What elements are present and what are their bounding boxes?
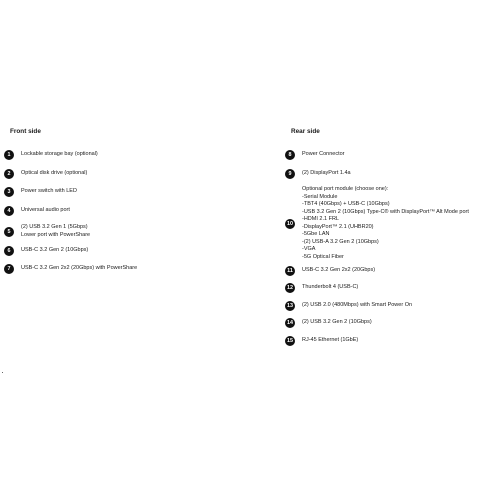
port-description xyxy=(302,337,358,345)
port-description-line: Optional port module (choose one): xyxy=(302,186,389,192)
rear-side-heading: Rear side xyxy=(291,128,320,135)
port-description xyxy=(21,265,137,273)
port-description-line: Lockable storage bay (optional) xyxy=(21,151,98,158)
callout-number-badge: 5 xyxy=(4,227,14,237)
front-side-heading: Front side xyxy=(10,128,41,135)
port-description-line: USB-C 3.2 Gen 2x2 (20Gbps) xyxy=(302,266,376,273)
port-description-line: -TBT4 (40Gbps) + USB-C (10Gbps) xyxy=(302,201,390,207)
port-item-6 xyxy=(4,246,274,256)
port-description-line: Power Connector xyxy=(302,151,345,158)
port-item-8 xyxy=(285,150,500,160)
port-description-line: RJ-45 Ethernet (1GbE) xyxy=(302,336,359,343)
port-description xyxy=(302,284,358,292)
port-item-10 xyxy=(285,186,500,261)
port-description-line: (2) USB 2.0 (480Mbps) with Smart Power On xyxy=(302,301,413,308)
port-item-7 xyxy=(4,264,274,274)
callout-number-badge: 4 xyxy=(4,206,14,216)
port-description-line: (2) USB 3.2 Gen 2 (10Gbps) xyxy=(302,319,372,326)
port-description-line: USB-C 3.2 Gen 2x2 (20Gbps) with PowerShare xyxy=(21,265,138,272)
port-description xyxy=(302,319,372,327)
callout-number-badge: 14 xyxy=(287,320,293,326)
port-item-15 xyxy=(285,336,500,346)
port-description-line: (2) USB 3.2 Gen 1 (5Gbps) xyxy=(21,224,88,230)
front-port-list xyxy=(4,150,274,274)
port-item-2 xyxy=(4,169,274,179)
port-description xyxy=(21,151,98,159)
port-description xyxy=(21,188,77,196)
callout-number-badge: 1 xyxy=(4,150,14,160)
callout-number-badge: 8 xyxy=(285,150,295,160)
callout-number-badge: 2 xyxy=(4,169,14,179)
front-side-column xyxy=(4,128,274,283)
port-description-line: -Serial Module xyxy=(302,193,338,200)
port-description xyxy=(302,186,469,261)
port-description xyxy=(302,151,345,159)
callout-number-badge: 6 xyxy=(4,246,14,256)
port-item-1 xyxy=(4,150,274,160)
callout-number-badge: 7 xyxy=(4,264,14,274)
port-description xyxy=(302,170,351,178)
rear-port-list xyxy=(285,150,500,346)
port-description-line: -HDMI 2.1 FRL xyxy=(302,216,339,222)
port-item-12 xyxy=(285,283,500,293)
callout-number-badge: 3 xyxy=(4,187,14,197)
callout-number-badge: 12 xyxy=(287,285,293,291)
callout-number-badge: 11 xyxy=(285,266,295,276)
port-description xyxy=(302,267,375,275)
port-description xyxy=(21,207,70,215)
port-description-line: Optical disk drive (optional) xyxy=(21,169,88,176)
port-description xyxy=(21,224,90,239)
port-item-4 xyxy=(4,206,274,216)
stray-dot xyxy=(2,372,3,373)
port-description xyxy=(21,170,87,178)
callout-number-badge: 15 xyxy=(287,337,293,344)
port-item-11 xyxy=(285,266,500,276)
port-description xyxy=(21,247,88,255)
port-description xyxy=(302,302,412,310)
callout-number-badge: 9 xyxy=(285,169,295,179)
port-description-line: Universal audio port xyxy=(21,206,70,213)
port-item-3 xyxy=(4,187,274,197)
port-description-line: Lower port with PowerShare xyxy=(21,231,91,238)
port-description-line: -DisplayPort™ 2.1 (UHBR20) xyxy=(302,223,374,230)
port-description-line: -5Gbe LAN xyxy=(302,231,330,237)
port-description-line: -(2) USB-A 3.2 Gen 2 (10Gbps) xyxy=(302,238,379,245)
port-description-line: USB-C 3.2 Gen 2 (10Gbps) xyxy=(21,246,89,253)
port-description-line: Thunderbolt 4 (USB-C) xyxy=(302,284,359,291)
port-item-14 xyxy=(285,318,500,328)
rear-side-column xyxy=(285,128,500,353)
port-description-line: -USB 3.2 Gen 2 (10Gbps) Type-C® with DisplayPort™ Alt Mode port xyxy=(302,208,469,215)
port-description-line: Power switch with LED xyxy=(21,188,77,195)
port-description-line: -5G Optical Fiber xyxy=(302,253,344,260)
callout-number-badge: 10 xyxy=(287,220,293,227)
port-item-9 xyxy=(285,169,500,179)
callout-number-badge: 13 xyxy=(287,302,293,309)
port-item-13 xyxy=(285,301,500,311)
port-description-line: -VGA xyxy=(302,246,316,252)
port-description-line: (2) DisplayPort 1.4a xyxy=(302,169,351,176)
port-item-5 xyxy=(4,224,274,239)
